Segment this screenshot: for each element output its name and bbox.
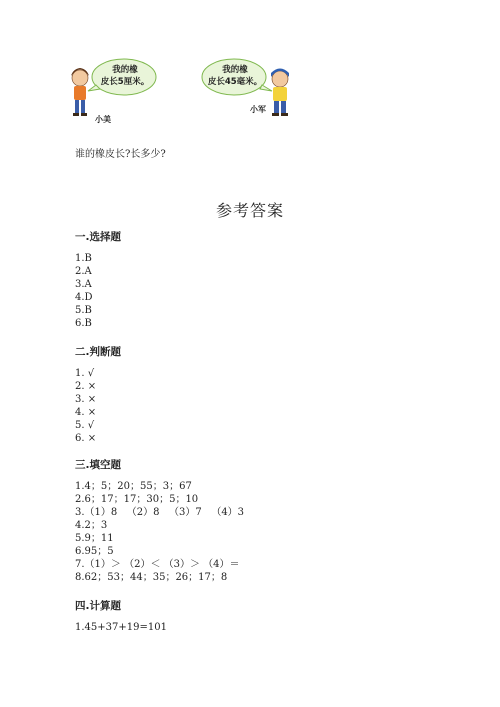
left-name-label: 小美 (95, 115, 111, 124)
answer-line: 5.B (75, 305, 92, 316)
girl-figure (71, 68, 89, 116)
section-calculation-answers (75, 621, 167, 634)
answer-line: 6.B (75, 318, 92, 329)
section-heading-fill-in: 三.填空题 (75, 459, 121, 471)
question-text: 谁的橡皮长?长多少? (75, 149, 166, 160)
answer-line: 2.6；17；17；30；5；10 (75, 494, 199, 505)
section-heading-calculation: 四.计算题 (75, 600, 121, 612)
answer-line: 8.62；53；44；35；26；17；8 (75, 572, 228, 583)
left-bubble-line-1: 我的橡 (112, 65, 138, 75)
page-title: 参考答案 (215, 201, 284, 220)
section-fill-in-answers (75, 480, 244, 584)
left-speech-bubble (96, 64, 154, 88)
answer-line: 4. × (75, 407, 97, 418)
right-name-label: 小军 (250, 105, 266, 114)
right-bubble-line-2: 皮长45毫米。 (207, 77, 263, 87)
section-choice-answers (75, 252, 93, 330)
answer-line: 5.9；11 (75, 533, 114, 544)
section-heading-judgment: 二.判断题 (75, 346, 121, 358)
answer-line: 5. √ (75, 420, 95, 431)
answer-line: 1.45+37+19=101 (75, 622, 167, 633)
answer-line: 7.（1）＞ （2）＜ （3）＞ （4）＝ (75, 559, 240, 570)
answer-line: 3. × (75, 394, 97, 405)
section-judgment-answers (75, 367, 96, 445)
answer-line: 3.（1）8 （2）8 （3）7 （4）3 (75, 507, 245, 518)
answer-line: 4.D (75, 292, 93, 303)
answer-line: 2. × (75, 381, 97, 392)
answer-line: 1.B (75, 253, 92, 264)
answer-line: 6. × (75, 433, 97, 444)
answer-line: 3.A (75, 279, 92, 290)
boy-figure (271, 69, 289, 117)
left-bubble-line-2: 皮长5厘米。 (100, 77, 150, 87)
answer-line: 2.A (75, 266, 92, 277)
answer-line: 6.95；5 (75, 546, 114, 557)
answer-line: 4.2；3 (75, 520, 108, 531)
answer-line: 1.4；5；20；55；3；67 (75, 481, 192, 492)
right-bubble-line-1: 我的橡 (222, 65, 248, 75)
right-speech-bubble (204, 64, 266, 88)
answer-line: 1. √ (75, 368, 95, 379)
section-heading-choice: 一.选择题 (75, 231, 121, 243)
